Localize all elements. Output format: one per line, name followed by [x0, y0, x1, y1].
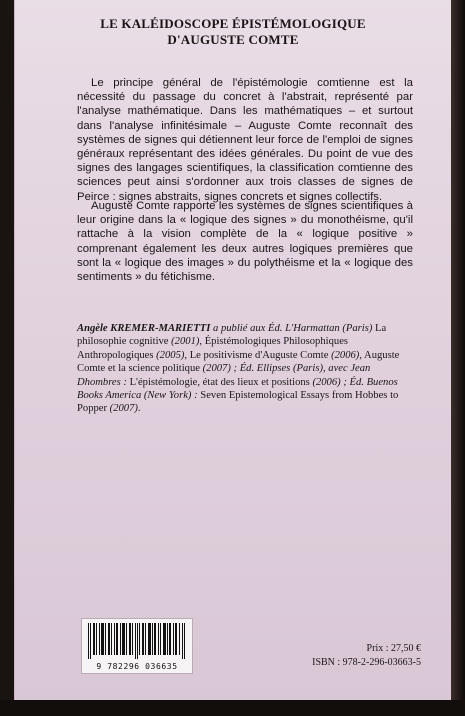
page-edge-shadow	[451, 0, 465, 716]
bio-year-3: (2006)	[331, 349, 360, 361]
barcode-icon	[88, 623, 186, 659]
barcode-number: 9 782296 036635	[96, 662, 178, 671]
title-line-2: D'AUGUSTE COMTE	[167, 32, 299, 47]
bottom-edge-shadow	[0, 700, 465, 716]
book-title	[15, 16, 451, 48]
bio-year-4: (2007)	[202, 363, 231, 375]
title-line-1: LE KALÉIDOSCOPE ÉPISTÉMOLOGIQUE	[100, 16, 366, 31]
bio-year-5: (2006)	[312, 376, 341, 388]
back-cover	[14, 0, 451, 700]
bio-year-1: (2001)	[171, 336, 200, 348]
bio-publisher-3: ; Éd. Buenos Books America (New York) :	[77, 376, 398, 402]
isbn: ISBN : 978-2-296-03663-5	[312, 657, 421, 668]
barcode	[81, 618, 193, 674]
author-name: Angèle KREMER-MARIETTI	[77, 323, 211, 334]
bio-work-3: , Le positivisme d'Auguste Comte	[184, 349, 332, 361]
bio-year-2: (2005)	[156, 349, 185, 361]
bio-work-1: La philosophie cognitive	[77, 323, 387, 348]
summary-paragraph-1: Le principe général de l'épistémologie comtienne est la nécessité du passage du concret à l'abstrait, représenté par l'analyse mathématique. Dans les mathématiques – et surtout dans l'analyse infinitésimale – Auguste Comte reconnaît des systèmes de signes qui détiennent leur force de l'emploi de signes généraux représentant des idées générales. Du point de vue des signes des langages scientifiques, la classification comtienne des sciences peut ainsi s'ordonner aux trois classes de signes de Peirce : signes abstraits, signes concrets et signes collectifs.	[77, 77, 413, 203]
bio-work-2: , Épistémologiques Philosophiques Anthropologiques	[77, 336, 349, 361]
bio-year-6: (2007)	[109, 403, 138, 415]
author-bio	[77, 322, 413, 416]
bio-publisher: a publié aux Éd. L'Harmattan (Paris)	[210, 323, 376, 334]
summary-paragraph-2: Auguste Comte rapporte les systèmes de signes scientifiques à leur origine dans la « logique des signes » du monothéisme, qu'il rattache à la vision complète de la « logique positive » comprenant également les deux autres logiques premières que sont la « logique des images » du polythéisme et la « logique des sentiments » du fétichisme.	[77, 200, 413, 284]
bio-publisher-2: ; Éd. Ellipses (Paris), avec Jean Dhombres :	[77, 363, 371, 388]
bio-work-5: L'épistémologie, état des lieux et positions	[129, 376, 313, 388]
bio-work-6: Seven Epistemological Essays from Hobbes to Popper	[77, 390, 399, 415]
bio-end: .	[137, 403, 141, 415]
bio-work-4: , Auguste Comte et la science politique	[77, 349, 400, 375]
price: Prix : 27,50 €	[366, 643, 421, 654]
